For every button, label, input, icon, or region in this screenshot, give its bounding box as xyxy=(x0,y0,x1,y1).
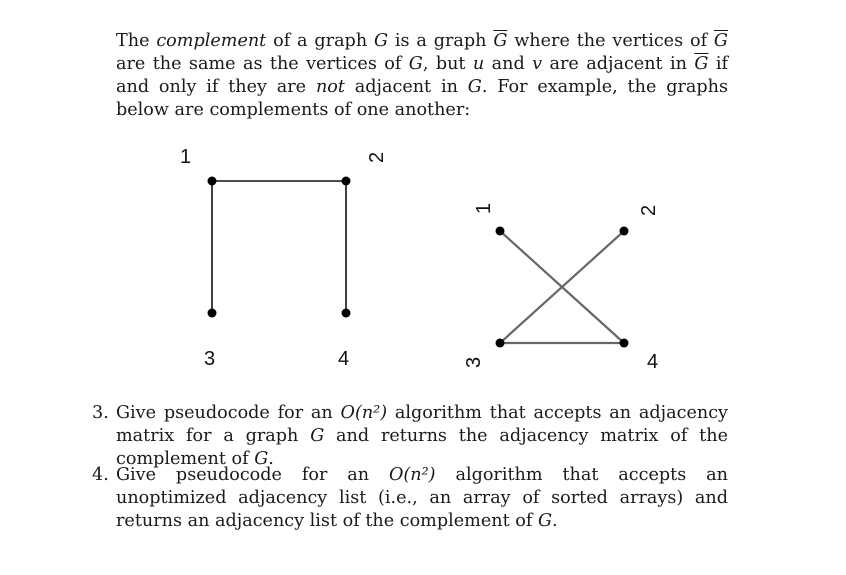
label-1: 1 xyxy=(180,146,192,168)
intro-text: adjacent in xyxy=(344,77,468,97)
label-2: 2 xyxy=(366,151,388,163)
intro-text: is a graph xyxy=(388,31,494,51)
label-2: 2 xyxy=(638,204,660,216)
vertex-2 xyxy=(342,177,351,186)
question-text: Give pseudocode for an O(n²) algorithm that accepts an adjacency matrix for a graph G and returns the adjacency matrix of the complement of G. xyxy=(116,403,728,469)
math-g: G xyxy=(254,449,269,469)
question-number: 4. xyxy=(92,465,109,485)
emphasis-not: not xyxy=(315,77,345,97)
vertex-1 xyxy=(496,227,505,236)
intro-text: , but xyxy=(422,54,473,74)
intro-text: are adjacent in xyxy=(542,54,695,74)
question-number: 3. xyxy=(92,403,109,423)
math-g: G xyxy=(467,77,482,97)
vertex-3 xyxy=(496,339,505,348)
graph-right xyxy=(463,203,660,373)
vertex-4 xyxy=(342,309,351,318)
math-u: u xyxy=(472,54,485,74)
intro-text: if and only if they are xyxy=(116,54,728,97)
vertex-1 xyxy=(208,177,217,186)
vertex-2 xyxy=(620,227,629,236)
intro-text: where the vertices of xyxy=(507,31,714,51)
question-text: Give pseudocode for an O(n²) algorithm that accepts an unoptimized adjacency list (i.e., an array of sorted arrays) and returns an adjacency list of the complement of G. xyxy=(116,465,729,531)
math-g-bar: $\overline{G}$ xyxy=(694,54,709,74)
intro-text: and xyxy=(484,54,533,74)
vertex-4 xyxy=(620,339,629,348)
label-4: 4 xyxy=(647,351,659,373)
graph-left xyxy=(180,146,388,370)
math-g-bar: $\overline{G}$ xyxy=(493,31,508,51)
vertex-3 xyxy=(208,309,217,318)
math-v: v xyxy=(532,54,543,74)
intro-text: . For example, the graphs below are complements of one another: xyxy=(116,77,728,120)
intro-text: are the same as the vertices of xyxy=(116,54,409,74)
math-g: G xyxy=(310,426,325,446)
question-4 xyxy=(92,464,728,533)
intro-text: of a graph xyxy=(266,31,374,51)
label-3: 3 xyxy=(204,348,216,370)
label-3: 3 xyxy=(463,356,485,368)
math-complexity: O(n²) xyxy=(389,465,436,485)
intro-text: The xyxy=(116,31,157,51)
label-4: 4 xyxy=(338,348,350,370)
math-g: G xyxy=(537,511,553,531)
term-complement: complement xyxy=(156,31,267,51)
math-g-bar: $\overline{G}$ xyxy=(713,31,728,51)
math-g: G xyxy=(408,54,423,74)
label-1: 1 xyxy=(473,202,495,214)
math-complexity: O(n²) xyxy=(340,403,388,423)
question-3 xyxy=(92,402,728,471)
math-g: G xyxy=(374,31,389,51)
